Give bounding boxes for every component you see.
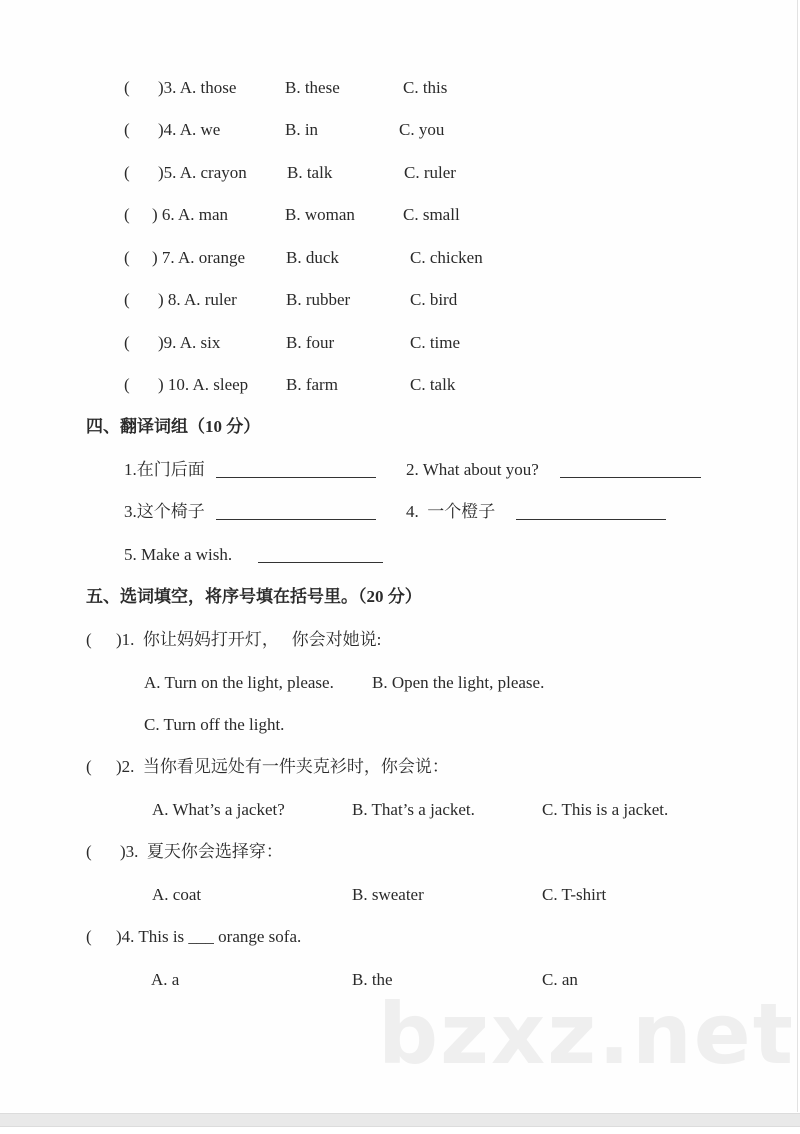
question-stem: )2. 当你看见远处有一件夹克衫时，你会说： [116,757,449,776]
question-option-c: C. Turn off the light. [144,715,285,734]
answer-blank[interactable] [216,519,376,520]
section-title-part5: 五、选词填空，将序号填在括号里。（20 分） [86,587,422,606]
question-option-c: C. talk [410,375,456,394]
page-separator-bar [0,1113,800,1127]
question-option-a: )3. A. those [158,78,237,97]
question-option-a: A. What’s a jacket? [152,800,285,819]
question-option-a: )4. A. we [158,120,221,139]
answer-paren: ( [124,333,130,352]
question-option-c: C. you [399,120,445,139]
answer-paren: ( [86,630,92,649]
question-stem: )3. 夏天你会选择穿： [120,842,283,861]
question-option-a: ) 7. A. orange [152,248,246,267]
question-option-a: ) 6. A. man [152,205,229,224]
question-option-a: A. Turn on the light, please. [144,673,334,692]
watermark-text: bzxz.net [378,985,795,1083]
answer-paren: ( [124,375,130,394]
question-option-a: )5. A. crayon [158,163,247,182]
question-option-c: C. chicken [410,248,483,267]
answer-paren: ( [86,842,92,861]
answer-blank[interactable] [258,562,383,563]
question-option-c: C. this [403,78,448,97]
question-option-b: B. these [285,78,340,97]
answer-paren: ( [124,290,130,309]
question-option-c: C. This is a jacket. [542,800,669,819]
question-option-c: C. ruler [404,163,456,182]
question-option-b: B. in [285,120,319,139]
question-stem: )4. This is ___ orange sofa. [116,927,302,946]
answer-paren: ( [124,78,130,97]
question-option-c: C. an [542,970,578,989]
question-option-b: B. woman [285,205,355,224]
answer-paren: ( [124,248,130,267]
question-option-a: A. coat [152,885,202,904]
translate-item: 4. 一个橙子 [406,502,496,521]
question-option-b: B. four [286,333,335,352]
translate-item: 3.这个椅子 [124,502,205,521]
answer-paren: ( [124,205,130,224]
question-option-c: C. time [410,333,461,352]
section-title-part4: 四、翻译词组（10 分） [86,417,261,436]
translate-item: 1.在门后面 [124,460,205,479]
translate-item: 2. What about you? [406,460,539,479]
question-option-b: B. That’s a jacket. [352,800,475,819]
question-option-b: B. duck [286,248,339,267]
question-option-b: B. the [352,970,393,989]
answer-paren: ( [86,757,92,776]
question-option-b: B. farm [286,375,338,394]
answer-paren: ( [86,927,92,946]
question-stem: )1. 你让妈妈打开灯， 你会对她说: [116,630,382,649]
question-option-b: B. talk [287,163,333,182]
question-option-c: C. small [403,205,460,224]
answer-blank[interactable] [560,477,701,478]
question-option-b: B. sweater [352,885,424,904]
question-option-a: A. a [151,970,180,989]
question-option-b: B. rubber [286,290,351,309]
question-option-c: C. bird [410,290,458,309]
question-option-a: ) 10. A. sleep [158,375,249,394]
question-option-a: ) 8. A. ruler [158,290,237,309]
answer-paren: ( [124,120,130,139]
question-option-c: C. T-shirt [542,885,607,904]
translate-item: 5. Make a wish. [124,545,233,564]
answer-blank[interactable] [216,477,376,478]
question-option-a: )9. A. six [158,333,221,352]
question-option-b: B. Open the light, please. [372,673,545,692]
answer-paren: ( [124,163,130,182]
answer-blank[interactable] [516,519,666,520]
